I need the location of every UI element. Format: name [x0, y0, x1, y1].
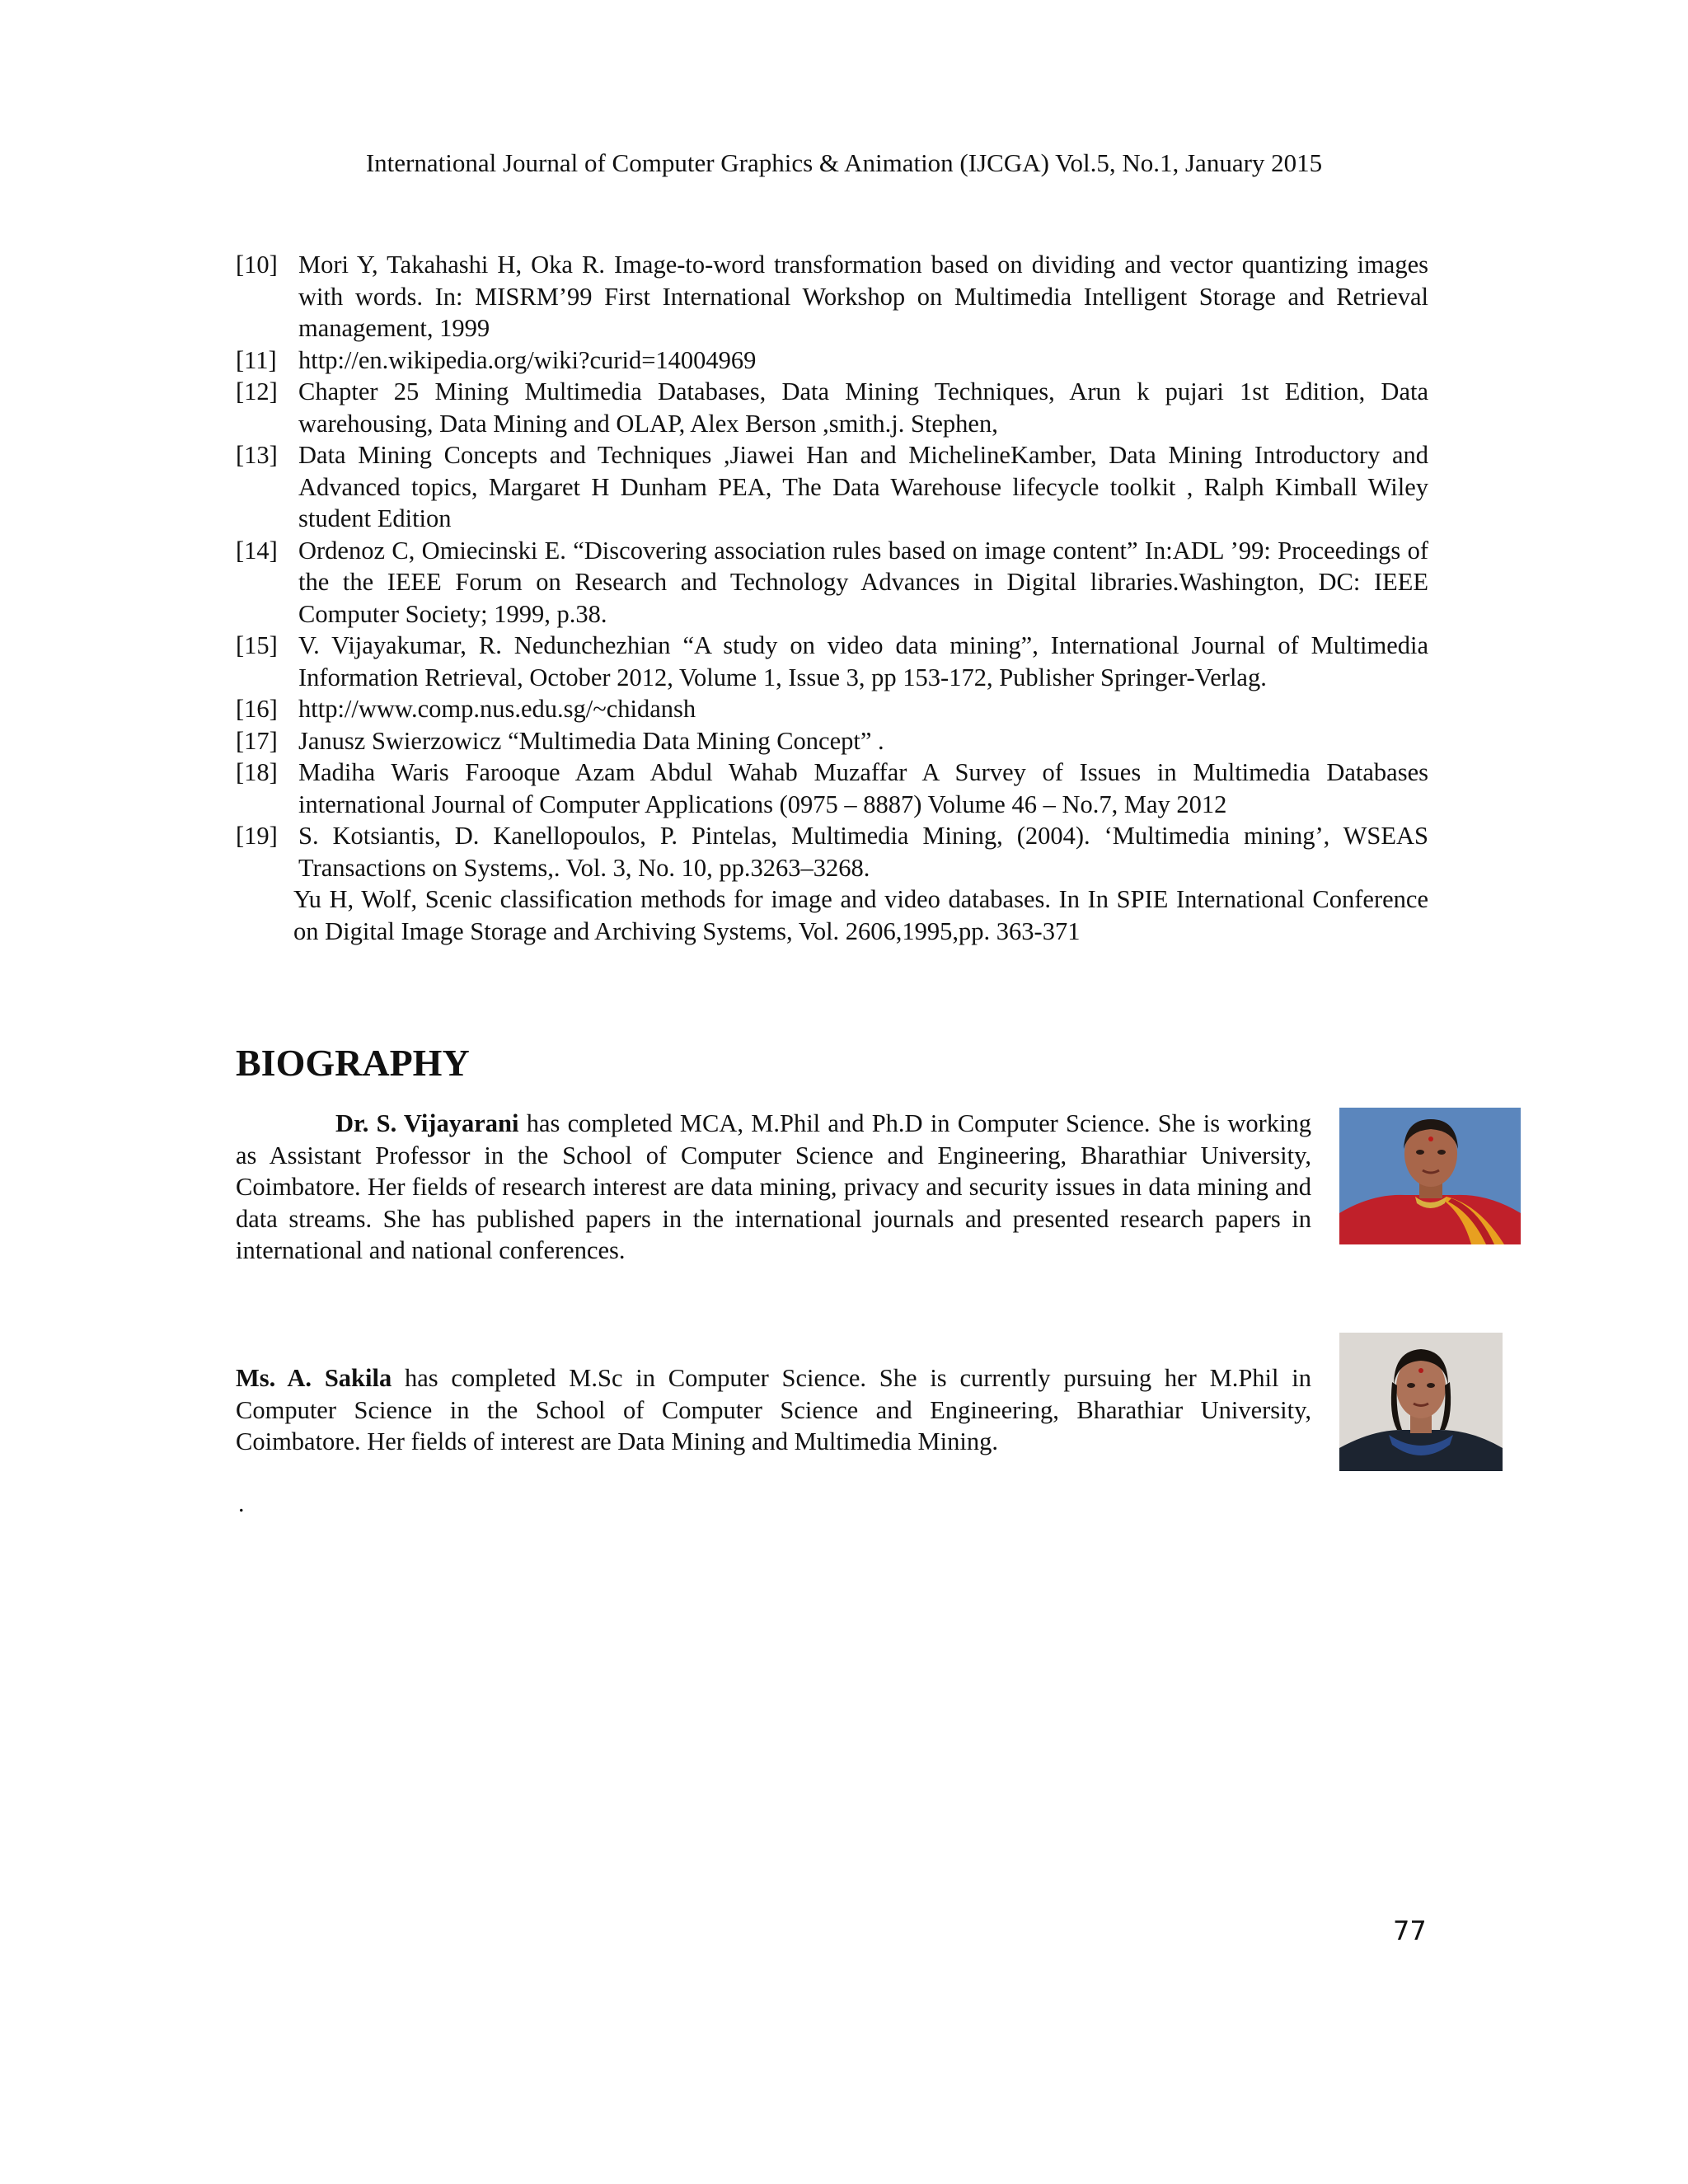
author-photo [1339, 1108, 1521, 1244]
reference-text: http://www.comp.nus.edu.sg/~chidansh [298, 695, 696, 723]
biography-heading: BIOGRAPHY [236, 1042, 470, 1084]
biography-paragraph [236, 1108, 1311, 1267]
biography-text: has completed M.Sc in Computer Science. She is currently pursuing her M.Phil in Computer Science in the School of Computer Science and Engineering, Bharathiar University, Coimbatore. Her fields of interest are Data Mining and Multimedia Mining. [236, 1364, 1312, 1455]
author-name: Ms. A. Sakila [236, 1364, 392, 1392]
reference-item-unnumbered [236, 883, 1428, 947]
portrait-illustration [1339, 1108, 1521, 1244]
running-header [0, 147, 1688, 180]
reference-number: [13] [236, 441, 278, 469]
reference-item [236, 249, 1428, 344]
author-name: Dr. S. Vijayarani [335, 1109, 519, 1137]
author-photo [1339, 1333, 1503, 1471]
reference-text: Janusz Swierzowicz “Multimedia Data Mining Concept” . [298, 726, 884, 755]
reference-list [236, 249, 1428, 947]
reference-item [236, 344, 1428, 377]
stray-period: . [238, 1490, 245, 1517]
reference-number: [12] [236, 377, 278, 405]
page-number: 77 [1393, 1915, 1427, 1947]
reference-item [236, 630, 1428, 693]
reference-text: V. Vijayakumar, R. Nedunchezhian “A study on video data mining”, International Journal of Multimedia Information Retrieval, October 2012, Volume 1, Issue 3, pp 153-172, Publisher Springer-Verlag. [298, 631, 1428, 691]
reference-item [236, 757, 1428, 820]
biography-paragraph [236, 1362, 1311, 1458]
reference-text: Mori Y, Takahashi H, Oka R. Image-to-word transformation based on dividing and vector quantizing images with words. In: MISRM’99 First International Workshop on Multimedia Intelligent Storage and Retrieval management, 1999 [298, 251, 1428, 342]
portrait-illustration [1339, 1333, 1503, 1471]
reference-number: [16] [236, 695, 278, 723]
reference-text: Data Mining Concepts and Techniques ,Jiawei Han and MichelineKamber, Data Mining Introductory and Advanced topics, Margaret H Dunham PEA, The Data Warehouse lifecycle toolkit , Ralph Kimball Wiley student Edition [298, 441, 1428, 532]
reference-text: Chapter 25 Mining Multimedia Databases, Data Mining Techniques, Arun k pujari 1st Edition, Data warehousing, Data Mining and OLAP, Alex Berson ,smith.j. Stephen, [298, 377, 1428, 438]
reference-number: [15] [236, 631, 278, 659]
reference-text: http://en.wikipedia.org/wiki?curid=14004969 [298, 345, 757, 374]
reference-number: [14] [236, 536, 278, 565]
reference-number: [11] [236, 345, 277, 374]
reference-text: S. Kotsiantis, D. Kanellopoulos, P. Pintelas, Multimedia Mining, (2004). ‘Multimedia mining’, WSEAS Transactions on Systems,. Vol. 3, No. 10, pp.3263–3268. [298, 822, 1428, 882]
reference-item [236, 820, 1428, 883]
reference-number: [17] [236, 726, 278, 755]
reference-item [236, 439, 1428, 535]
biography-text: has completed MCA, M.Phil and Ph.D in Computer Science. She is working as Assistant Professor in the School of Computer Science and Engineering, Bharathiar University, Coimbatore. Her fields of research interest are data mining, privacy and security issues in data mining and data streams. She has published papers in the international journals and presented research papers in international and national conferences. [236, 1109, 1311, 1264]
reference-number: [10] [236, 251, 278, 279]
reference-item [236, 725, 1428, 757]
reference-number: [19] [236, 822, 278, 850]
reference-item [236, 535, 1428, 630]
reference-item [236, 376, 1428, 439]
journal-title: International Journal of Computer Graphics & Animation (IJCGA) Vol.5, No.1, January 2015 [365, 148, 1323, 177]
reference-text: Madiha Waris Farooque Azam Abdul Wahab Muzaffar A Survey of Issues in Multimedia Databases international Journal of Computer Applications (0975 – 8887) Volume 46 – No.7, May 2012 [298, 758, 1428, 818]
reference-text: Ordenoz C, Omiecinski E. “Discovering association rules based on image content” In:ADL ’99: Proceedings of the the IEEE Forum on Research and Technology Advances in Digital libraries.Washington, DC: IEEE Computer Society; 1999, p.38. [298, 536, 1428, 628]
reference-item [236, 693, 1428, 725]
reference-text: Yu H, Wolf, Scenic classification methods for image and video databases. In In SPIE International Conference on Digital Image Storage and Archiving Systems, Vol. 2606,1995,pp. 363-371 [293, 885, 1428, 945]
reference-number: [18] [236, 758, 278, 786]
